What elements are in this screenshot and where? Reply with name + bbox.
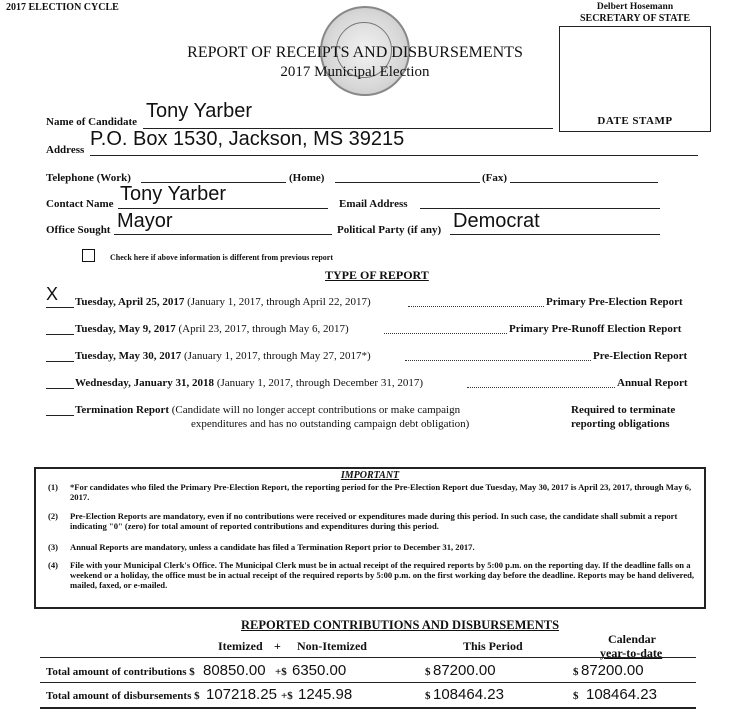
important-item-2-text: Pre-Election Reports are mandatory, even if no contributions were received or expenditures made during this period. In such case, the candidate shall submit a report indicating "0" (zero) for total amount of reported contributions and expenditures during this period. [70, 511, 678, 531]
termination-text-1: (Candidate will no longer accept contributions or make campaign [171, 404, 461, 416]
col-calendar-1: Calendar [608, 632, 656, 646]
date-stamp-label: DATE STAMP [597, 115, 673, 127]
election-cycle: 2017 ELECTION CYCLE [6, 2, 119, 13]
address-value[interactable]: P.O. Box 1530, Jackson, MS 39215 [90, 128, 405, 150]
option-3-kind: Pre-Election Report [593, 350, 688, 362]
contact-label: Contact Name [46, 198, 114, 210]
important-item-4-text: File with your Municipal Clerk's Office. The Municipal Clerk must be in actual receipt of the required reports by 5:00 p.m. on the reporting day. If the deadline falls on a weekend or a holiday, the office must be in actual receipt of the required reports by 5:00 p.m. on the first working day before the deadline. Reports may be hand delivered, mailed, faxed, or e-mailed. [70, 560, 695, 590]
option-2 [75, 323, 349, 335]
option-1-kind: Primary Pre-Election Report [546, 296, 683, 308]
name-value[interactable]: Tony Yarber [146, 100, 252, 122]
disbursements-nonitemized[interactable]: 1245.98 [298, 686, 353, 703]
option-2-kind: Primary Pre-Runoff Election Report [509, 323, 682, 335]
report-type-mark[interactable]: X [46, 284, 59, 304]
official-name: Delbert Hosemann [596, 2, 674, 12]
important-item-1-num: (1) [48, 482, 59, 492]
important-item-2-num: (2) [48, 511, 59, 521]
report-subtitle: 2017 Municipal Election [280, 64, 430, 80]
option-4-kind: Annual Report [617, 377, 688, 389]
type-of-report-heading: TYPE OF REPORT [325, 268, 429, 282]
termination-required-1: Required to terminate [571, 404, 676, 416]
option-4-period: (January 1, 2017, through December 31, 2017) [216, 377, 424, 389]
contact-value[interactable]: Tony Yarber [120, 183, 226, 205]
official-title: SECRETARY OF STATE [579, 13, 691, 24]
option-1-date: Tuesday, April 25, 2017 [75, 296, 185, 308]
col-nonitemized: Non-Itemized [297, 639, 367, 653]
option-3 [75, 350, 371, 362]
contributions-ytd-prefix: $ [573, 666, 579, 678]
totals-heading: REPORTED CONTRIBUTIONS AND DISBURSEMENTS [241, 618, 560, 632]
disbursements-itemized[interactable]: 107218.25 [206, 686, 277, 703]
termination-title: Termination Report [75, 404, 170, 416]
disbursements-period-prefix: $ [425, 690, 431, 702]
important-item-3-num: (3) [48, 542, 59, 552]
office-label: Office Sought [46, 224, 111, 236]
disbursements-ytd[interactable]: 108464.23 [586, 686, 657, 703]
telephone-label: Telephone (Work) [46, 172, 131, 184]
disbursements-period[interactable]: 108464.23 [433, 686, 504, 703]
important-item-1-text: *For candidates who filed the Primary Pre-Election Report, the reporting period for the Pre-Election Report due Tuesday, May 30, 2017 is April 23, 2017, through May 6, 2017. [70, 482, 692, 502]
important-item-3-text: Annual Reports are mandatory, unless a candidate has filed a Termination Report prior to December 31, 2017. [70, 542, 475, 552]
important-item-4-num: (4) [48, 560, 59, 570]
option-4 [75, 377, 423, 389]
disbursements-plus: +$ [281, 690, 293, 702]
col-plus: + [274, 639, 281, 653]
email-label: Email Address [339, 198, 408, 210]
contributions-label: Total amount of contributions $ [46, 666, 195, 678]
checkbox-label: Check here if above information is different from previous report [110, 253, 334, 262]
option-1 [75, 296, 371, 308]
party-label: Political Party (if any) [337, 224, 442, 236]
contributions-itemized[interactable]: 80850.00 [203, 662, 266, 679]
termination-required-2: reporting obligations [571, 418, 670, 430]
contributions-ytd[interactable]: 87200.00 [581, 662, 644, 679]
contributions-nonitemized[interactable]: 6350.00 [292, 662, 347, 679]
option-2-date: Tuesday, May 9, 2017 [75, 323, 176, 335]
party-value[interactable]: Democrat [453, 210, 540, 232]
office-value[interactable]: Mayor [117, 210, 173, 232]
contributions-plus: +$ [275, 666, 287, 678]
termination-text-2: expenditures and has no outstanding campaign debt obligation) [191, 418, 470, 430]
home-label: (Home) [289, 172, 325, 184]
option-1-period: (January 1, 2017, through April 22, 2017) [187, 296, 371, 308]
name-label: Name of Candidate [46, 116, 138, 128]
important-box [34, 467, 706, 609]
option-2-period: (April 23, 2017, through May 6, 2017) [178, 323, 349, 335]
disbursements-label: Total amount of disbursements $ [46, 690, 200, 702]
fax-label: (Fax) [482, 172, 508, 184]
col-period: This Period [463, 639, 523, 653]
option-3-period: (January 1, 2017, through May 27, 2017*) [184, 350, 371, 362]
date-stamp-box [559, 26, 711, 132]
disbursements-ytd-prefix: $ [573, 690, 579, 702]
report-title: REPORT OF RECEIPTS AND DISBURSEMENTS [187, 44, 523, 61]
col-calendar-2: year-to-date [600, 646, 663, 660]
contributions-period-prefix: $ [425, 666, 431, 678]
important-heading: IMPORTANT [340, 470, 400, 481]
col-itemized: Itemized [218, 639, 263, 653]
option-termination [75, 404, 460, 416]
address-label: Address [46, 144, 85, 156]
option-4-date: Wednesday, January 31, 2018 [75, 377, 215, 389]
info-changed-checkbox[interactable] [82, 249, 95, 262]
contributions-period[interactable]: 87200.00 [433, 662, 496, 679]
option-3-date: Tuesday, May 30, 2017 [75, 350, 182, 362]
